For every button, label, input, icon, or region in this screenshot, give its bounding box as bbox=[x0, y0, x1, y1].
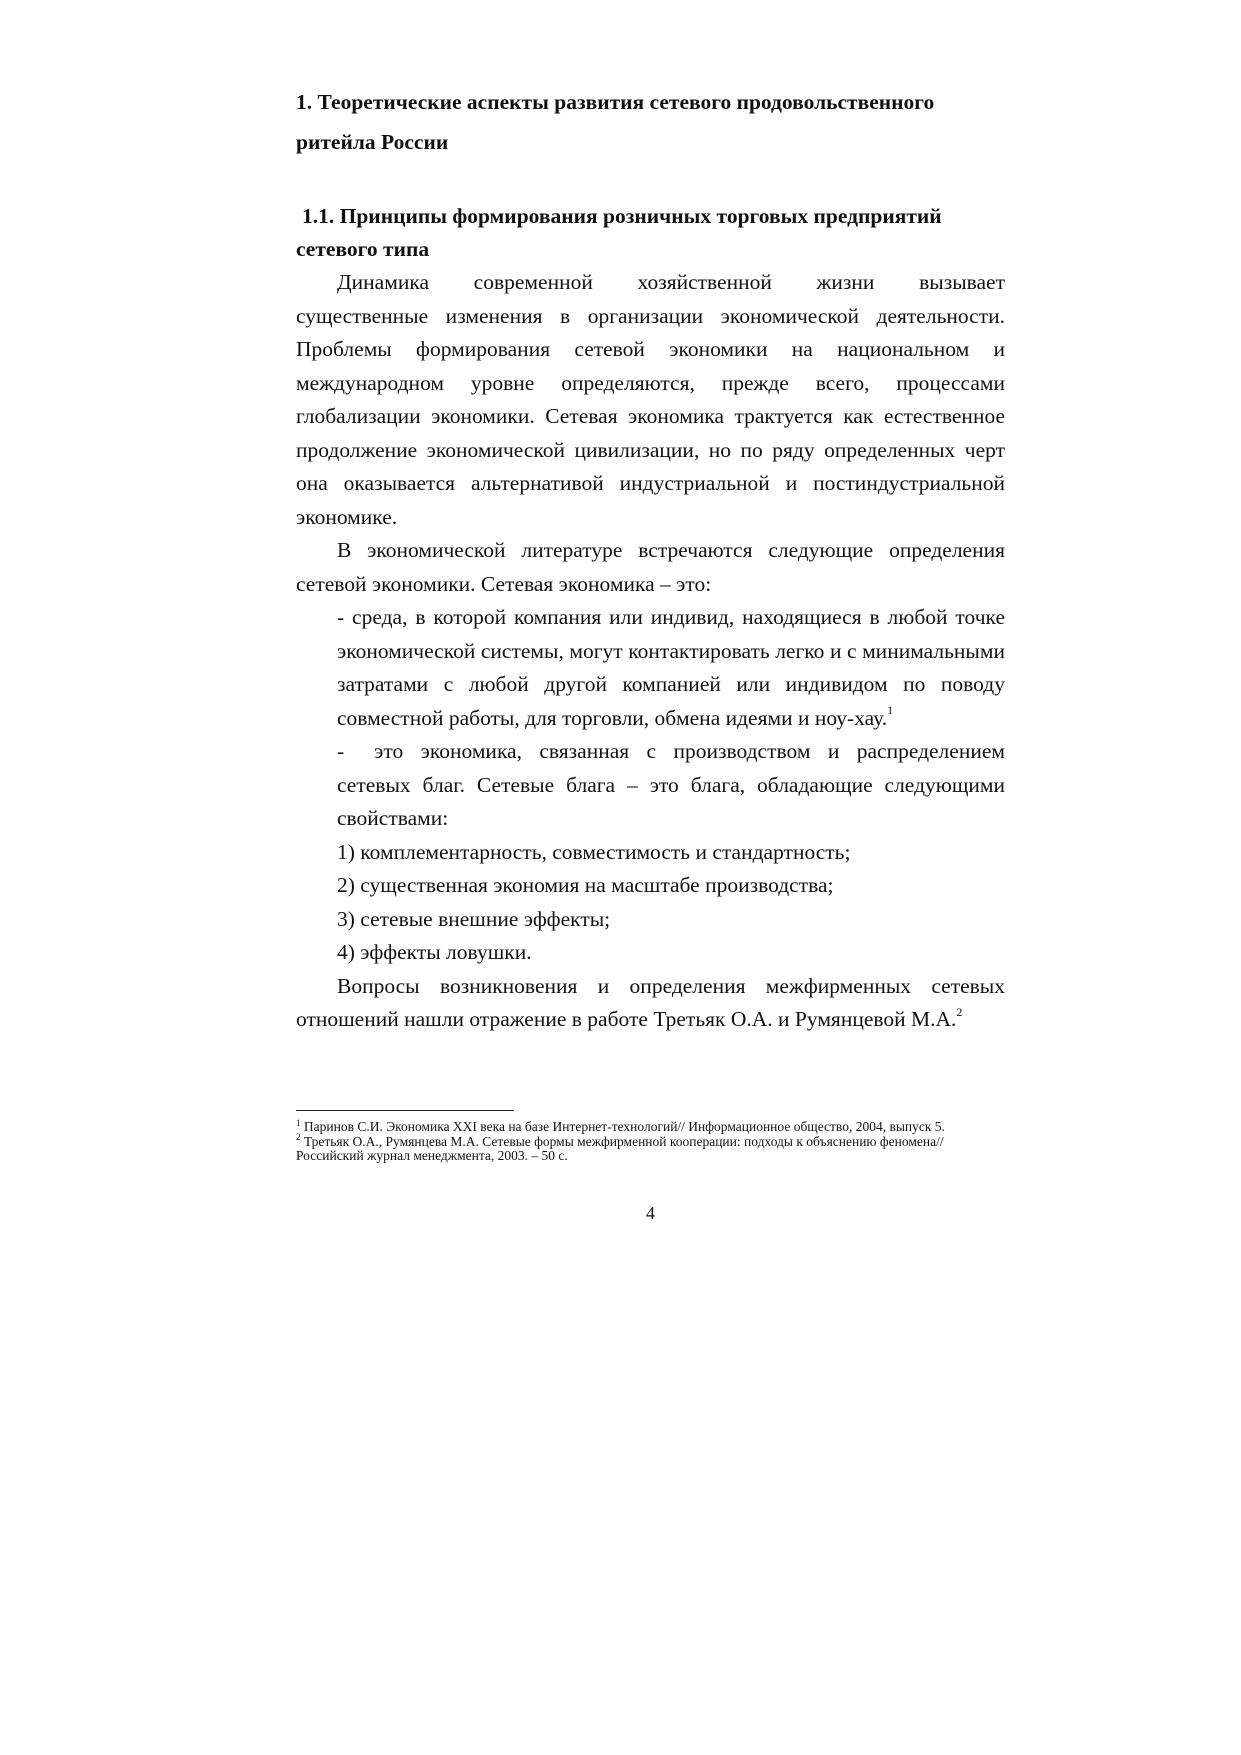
property-item-3: 3) сетевые внешние эффекты; bbox=[337, 906, 611, 931]
definition-text-2: это экономика, связанная с производством и распределением сетевых благ. Сетевые блага – это блага, обладающие следующими свойствами: bbox=[337, 739, 1005, 830]
footnote-2 bbox=[296, 1132, 996, 1164]
properties-list bbox=[296, 836, 1005, 970]
page-number: 4 bbox=[646, 1203, 655, 1223]
chapter-heading-line-1: 1. Теоретические аспекты развития сетевого продовольственного bbox=[296, 90, 935, 114]
definition-item-2 bbox=[337, 735, 1005, 836]
definition-item-1 bbox=[337, 601, 1005, 735]
footnote-ref-1[interactable]: 1 bbox=[887, 703, 894, 718]
definition-text-1: - среда, в которой компания или индивид, находящиеся в любой точке экономической системы, могут контактировать легко и с минимальными затратами с любой другой компанией или индивидом по поводу совместной работы, для торговли, обмена идеями и ноу-хау. bbox=[337, 605, 1005, 730]
footnotes bbox=[296, 1117, 996, 1164]
section-heading bbox=[296, 200, 1005, 266]
definitions-list bbox=[296, 601, 1005, 836]
chapter-heading-line-2: ритейла России bbox=[296, 130, 449, 154]
footnote-ref-2[interactable]: 2 bbox=[956, 1004, 963, 1019]
footnote-text-2: Третьяк О.А., Румянцева М.А. Сетевые формы межфирменной кооперации: подходы к объяснению феномена// Российский журнал менеджмента, 2003. – 50 с. bbox=[296, 1133, 944, 1163]
page-body bbox=[296, 82, 1005, 1037]
property-item-1: 1) комплементарность, совместимость и стандартность; bbox=[337, 839, 851, 864]
paragraph-3 bbox=[296, 970, 1005, 1037]
property-item-2: 2) существенная экономия на масштабе производства; bbox=[337, 873, 834, 897]
footnote-1 bbox=[296, 1117, 996, 1135]
footnote-text-1: Паринов С.И. Экономика XXI века на базе Интернет-технологий// Информационное общество, 2004, выпуск 5. bbox=[303, 1119, 945, 1134]
property-item-4: 4) эффекты ловушки. bbox=[337, 940, 532, 964]
footnote-mark-1: 1 bbox=[296, 1117, 301, 1128]
footnote-separator bbox=[296, 1110, 514, 1111]
section-heading-line-2: сетевого типа bbox=[296, 237, 430, 261]
paragraph-2: В экономической литературе встречаются следующие определения сетевой экономики. Сетевая экономика – это: bbox=[296, 538, 1005, 596]
footnote-mark-2: 2 bbox=[296, 1132, 301, 1142]
definition-dash-2: - bbox=[337, 739, 345, 763]
chapter-heading bbox=[296, 82, 1005, 162]
paragraph-3-text: Вопросы возникновения и определения межфирменных сетевых отношений нашли отражение в работе Третьяк О.А. и Румянцевой М.А. bbox=[296, 973, 1005, 1031]
section-heading-line-1: 1.1. Принципы формирования розничных торговых предприятий bbox=[302, 204, 942, 228]
paragraph-1-first-line: Динамика современной хозяйственной жизни вызывает bbox=[337, 270, 1005, 294]
paragraph-1-body: существенные изменения в организации экономической деятельности. Проблемы формирования сетевой экономики на национальном и международном уровне определяются, прежде всего, процессами глобализации экономики. Сетевая экономика трактуется как естественное продолжение экономической цивилизации, но по ряду определенных черт она оказывается альтернативой индустриальной и постиндустриальной экономике. bbox=[296, 303, 1005, 529]
